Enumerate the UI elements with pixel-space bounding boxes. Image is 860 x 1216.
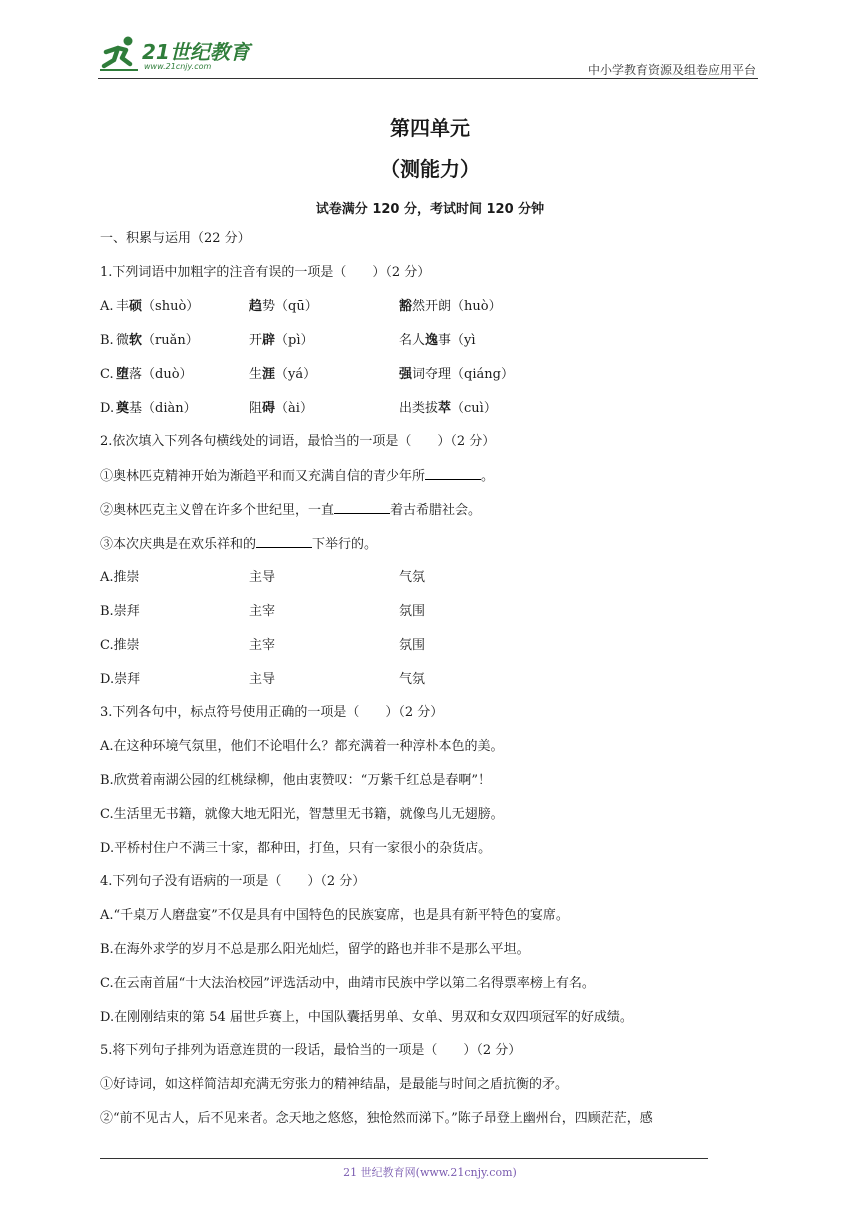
option-text: 然开朗（huò） [412,299,502,314]
bold-char: 堕 [116,367,130,382]
bold-char: 涯 [262,367,276,382]
footer-divider [100,1158,708,1159]
option-letter: C. [100,638,114,653]
question-4-option-b: B.在海外求学的岁月不总是那么阳光灿烂，留学的路也并非不是那么平坦。 [100,942,530,957]
option-text: （ruǎn） [142,333,199,348]
sentence-text: ②奥林匹克主义曾在许多个世纪里，一直 [100,503,335,518]
question-4-stem: 4.下列句子没有语病的一项是（ ）（2 分） [100,874,366,889]
bold-char: 硕 [129,299,143,314]
option-text: （cuì） [451,401,497,416]
bold-char: 奠 [116,401,130,416]
bold-char: 碍 [262,401,276,416]
question-5-stem: 5.将下列句子排列为语意连贯的一段话，最恰当的一项是（ ）（2 分） [100,1043,522,1058]
runner-logo-icon [98,34,142,74]
question-4-option-d: D.在刚刚结束的第 54 届世乒赛上，中国队囊括男单、女单、男双和女双四项冠军的好成绩。 [100,1010,633,1025]
sentence-text: 着古希腊社会。 [390,503,482,518]
question-3-option-b: B.欣赏着南湖公园的红桃绿柳，他由衷赞叹：“万紫千红总是春啊”！ [100,773,491,788]
option-text: 词夺理（qiáng） [412,367,514,382]
page-subtitle: （测能力） [380,157,480,181]
question-5-sentence-1: ①好诗词，如这样简洁却充满无穷张力的精神结晶，是最能与时间之盾抗衡的矛。 [100,1077,569,1092]
option-text: 名人 [399,333,426,348]
question-3-option-a: A.在这种环境气氛里，他们不论唱什么？都充满着一种淳朴本色的美。 [100,739,504,754]
option-text: 事（yì [438,333,476,348]
option-letter: A. [100,570,114,585]
option-text: （shuò） [142,299,200,314]
sentence-text: ③本次庆典是在欢乐祥和的 [100,537,257,552]
option-text: 气氛 [399,570,426,585]
option-text: 主导 [249,672,276,687]
option-text: 落（duò） [129,367,193,382]
page-title: 第四单元 [390,116,470,140]
option-text: 主宰 [249,604,276,619]
bold-char: 强 [399,367,413,382]
bold-char: 软 [129,333,143,348]
question-3-option-d: D.平桥村住户不满三十家，都种田，打鱼，只有一家很小的杂货店。 [100,841,492,856]
option-letter: B. [100,333,114,348]
question-2-sentence-3 [100,535,377,554]
option-text: 生 [249,367,263,382]
bold-char: 辟 [262,333,276,348]
option-text: 氛围 [399,604,426,619]
option-letter: D. [100,401,115,416]
option-text: 阻 [249,401,263,416]
sentence-text: 。 [481,469,495,484]
fill-blank [256,535,312,548]
option-text: 崇拜 [113,604,140,619]
bold-char: 萃 [438,401,452,416]
question-4-option-a: A.“千桌万人磨盘宴”不仅是具有中国特色的民族宴席，也是具有新平特色的宴席。 [100,908,569,923]
question-3-option-c: C.生活里无书籍，就像大地无阳光，智慧里无书籍，就像鸟儿无翅膀。 [100,807,504,822]
fill-blank [334,501,390,514]
bold-char: 逸 [425,333,439,348]
option-text: 崇拜 [114,672,141,687]
fill-blank [425,467,481,480]
question-1-stem: 1.下列词语中加粗字的注音有误的一项是（ ）（2 分） [100,265,431,280]
option-text: （yá） [275,367,317,382]
option-letter: B. [100,604,114,619]
option-text: 主导 [249,570,276,585]
option-text: 基（diàn） [129,401,197,416]
option-letter: A. [100,299,114,314]
bold-char: 豁 [399,299,413,314]
option-text: 微 [116,333,130,348]
question-4-option-c: C.在云南首届“十大法治校园”评选活动中，曲靖市民族中学以第二名得票率榜上有名。 [100,976,595,991]
question-5-sentence-2: ②“前不见古人，后不见来者。念天地之悠悠，独怆然而涕下。”陈子昂登上幽州台，四顾茫茫，感 [100,1111,653,1126]
exam-info: 试卷满分 120 分，考试时间 120 分钟 [315,202,545,217]
option-text: 开 [249,333,263,348]
footer-link[interactable]: 21 世纪教育网(www.21cnjy.com) [343,1166,517,1179]
platform-label: 中小学教育资源及组卷应用平台 [587,63,756,77]
option-letter: D. [100,672,115,687]
option-text: 氛围 [399,638,426,653]
option-text: 出类拔 [399,401,439,416]
question-3-stem: 3.下列各句中，标点符号使用正确的一项是（ ）（2 分） [100,705,444,720]
logo-url: www.21cnjy.com [144,62,212,71]
option-text: 推崇 [113,570,140,585]
site-logo[interactable] [98,32,268,76]
question-2-sentence-2 [100,501,481,520]
option-text: 势（qū） [262,299,318,314]
question-2-sentence-1 [100,467,494,486]
option-text: 主宰 [249,638,276,653]
option-text: （ài） [275,401,313,416]
bold-char: 趋 [249,299,263,314]
logo-text: 21世纪教育 [142,40,250,64]
section-heading: 一、积累与运用（22 分） [100,231,251,246]
sentence-text: ①奥林匹克精神开始为渐趋平和而又充满自信的青少年所 [100,469,426,484]
option-text: 推崇 [113,638,140,653]
option-text: （pì） [275,333,314,348]
page-header [98,32,758,79]
option-text: 气氛 [399,672,426,687]
option-letter: C. [100,367,114,382]
option-text: 丰 [116,299,130,314]
question-2-stem: 2.依次填入下列各句横线处的词语，最恰当的一项是（ ）（2 分） [100,434,496,449]
sentence-text: 下举行的。 [312,537,378,552]
